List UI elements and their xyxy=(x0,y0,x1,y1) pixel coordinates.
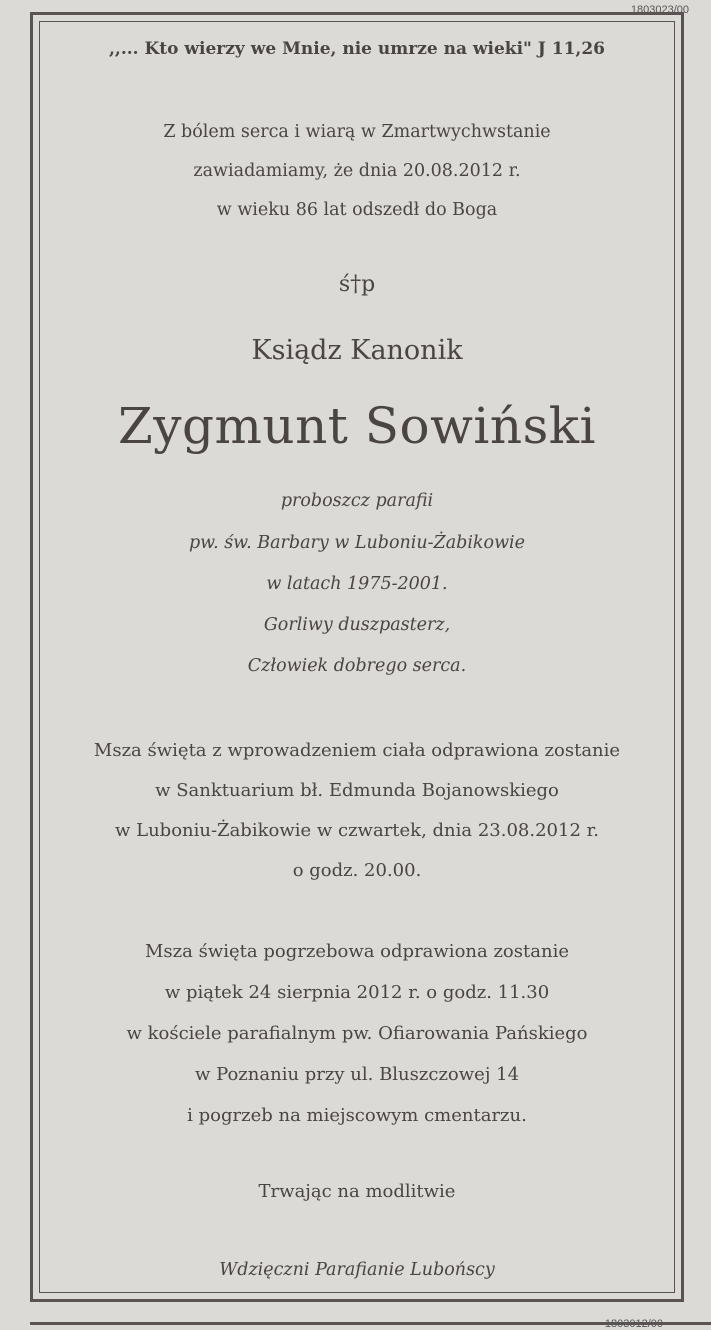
bible-quote: ,,... Kto wierzy we Mnie, nie umrze na wieki" J 11,26 xyxy=(108,39,606,59)
mass1-line-1: Msza święta z wprowadzeniem ciała odprawiona zostanie xyxy=(93,740,621,761)
description-line-2: pw. św. Barbary w Luboniu-Żabikowie xyxy=(188,533,526,553)
mass2-line-4: w Poznaniu przy ul. Bluszczowej 14 xyxy=(194,1064,520,1085)
stp-cross-mark: ś†p xyxy=(338,272,376,297)
ad-code-top: 1803023/00 xyxy=(630,4,689,16)
mass2-line-1: Msza święta pogrzebowa odprawiona zostanie xyxy=(145,941,569,962)
description-line-4: Gorliwy duszpasterz, xyxy=(263,615,451,635)
deceased-name: Zygmunt Sowiński xyxy=(117,397,597,455)
mass2-line-3: w kościele parafialnym pw. Ofiarowania Pańskiego xyxy=(126,1023,588,1044)
obituary-frame xyxy=(30,12,684,1302)
mass1-line-3: w Luboniu-Żabikowie w czwartek, dnia 23.08.2012 r. xyxy=(115,820,599,841)
ad-code-bottom: 1803012/00 xyxy=(604,1318,663,1330)
mass1-line-2: w Sanktuarium bł. Edmunda Bojanowskiego xyxy=(155,780,559,801)
mass2-line-2: w piątek 24 sierpnia 2012 r. o godz. 11.30 xyxy=(164,982,550,1003)
announcement-line-1: Z bólem serca i wiarą w Zmartwychwstanie xyxy=(163,122,551,142)
description-line-5: Człowiek dobrego serca. xyxy=(247,656,467,676)
signature: Wdzięczni Parafianie Lubońscy xyxy=(219,1260,495,1280)
mass1-line-4: o godz. 20.00. xyxy=(292,860,422,881)
mass2-line-5: i pogrzeb na miejscowym cmentarzu. xyxy=(187,1105,527,1126)
description-line-3: w latach 1975-2001. xyxy=(266,574,448,594)
closing-line: Trwając na modlitwie xyxy=(258,1181,456,1202)
announcement-line-3: w wieku 86 lat odszedł do Boga xyxy=(216,200,498,220)
announcement-line-2: zawiadamiamy, że dnia 20.08.2012 r. xyxy=(193,161,521,181)
priest-title: Ksiądz Kanonik xyxy=(251,335,463,366)
description-line-1: proboszcz parafii xyxy=(280,491,434,511)
